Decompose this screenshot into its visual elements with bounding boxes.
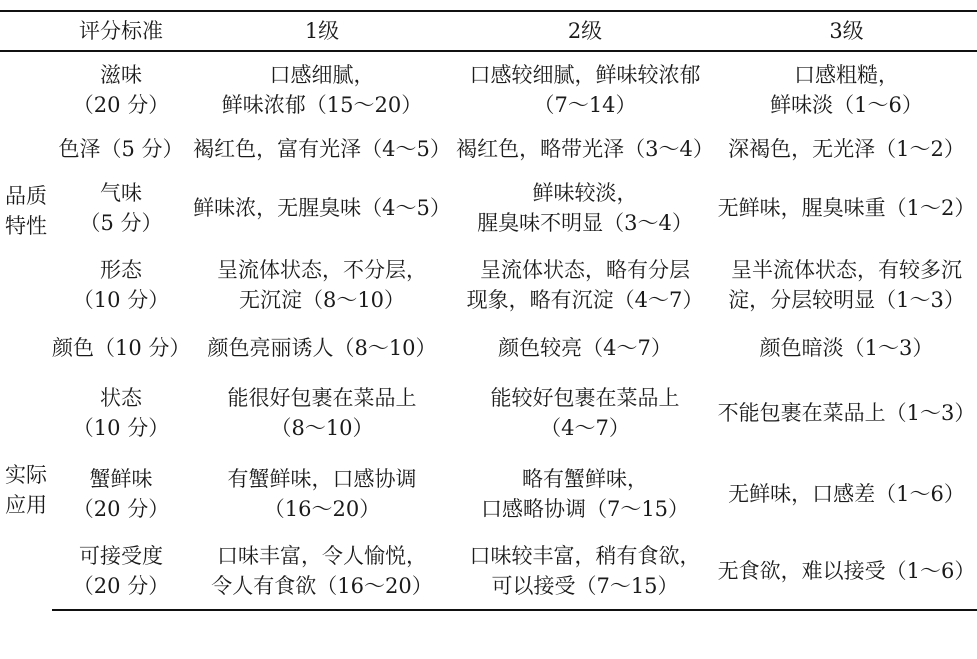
grade-1-cell	[190, 370, 454, 455]
grade-2-cell	[454, 170, 716, 245]
grade-2-cell	[454, 245, 716, 325]
criterion-cell	[52, 532, 190, 610]
grade-3-cell	[716, 455, 977, 532]
table-row	[0, 170, 977, 245]
grade-line: （4～7）	[540, 415, 630, 440]
grade-line: 颜色较亮（4～7）	[498, 335, 672, 360]
grade-line: 鲜味浓郁（15～20）	[221, 93, 423, 117]
grade-line: 鲜味较淡，	[532, 180, 638, 205]
grade-line: 无沉淀（8～10）	[238, 288, 406, 312]
criterion-line: 蟹鲜味	[89, 466, 153, 491]
group-label-line: 实际	[5, 463, 47, 487]
table-row	[0, 325, 977, 370]
grade-2-cell	[454, 51, 716, 128]
grade-line: 腥臭味不明显（3～4）	[477, 210, 693, 235]
header-criteria: 评分标准	[52, 11, 190, 51]
grade-line: 不能包裹在菜品上（1～3）	[717, 400, 976, 425]
grade-1-cell	[190, 51, 454, 128]
grade-line: 无鲜味，腥臭味重（1～2）	[717, 195, 976, 220]
grade-line: 呈流体状态，不分层，	[217, 258, 427, 282]
criterion-line: 状态	[100, 385, 142, 410]
header-grade-3: 3级	[716, 11, 977, 51]
grade-3-cell	[716, 532, 977, 610]
criterion-line: 可接受度	[79, 543, 163, 568]
header-empty-cell	[0, 11, 52, 51]
grade-line: 口感细腻，	[269, 63, 375, 87]
grade-line: 口味丰富，令人愉悦，	[217, 543, 427, 568]
group-label-line: 品质	[5, 184, 47, 208]
grade-2-cell	[454, 455, 716, 532]
grade-line: 鲜味浓，无腥臭味（4～5）	[193, 195, 451, 220]
criterion-line: 气味	[100, 180, 142, 205]
criterion-cell	[52, 325, 190, 370]
criterion-line: （10 分）	[72, 415, 170, 440]
grade-line: 无鲜味，口感差（1～6）	[728, 481, 965, 506]
grade-2-cell	[454, 325, 716, 370]
group-label-application	[0, 370, 52, 610]
grade-line: 淀，分层较明显（1～3）	[728, 288, 965, 312]
grade-line: （16～20）	[263, 496, 381, 521]
grade-line: 口感粗糙，	[794, 63, 899, 87]
grade-2-cell	[454, 128, 716, 170]
grade-line: 褐红色，富有光泽（4～5）	[193, 137, 451, 161]
grade-3-cell	[716, 128, 977, 170]
criterion-cell	[52, 170, 190, 245]
header-grade-1: 1级	[190, 11, 454, 51]
grade-3-cell	[716, 370, 977, 455]
grade-line: 口感较细腻，鲜味较浓郁	[469, 63, 701, 87]
grade-line: （7～14）	[533, 93, 637, 117]
table-row	[0, 128, 977, 170]
table-row	[0, 532, 977, 610]
grade-line: 鲜味淡（1～6）	[770, 93, 923, 117]
grade-line: 能较好包裹在菜品上	[490, 385, 680, 410]
criterion-line: （10 分）	[72, 288, 170, 312]
group-label-quality	[0, 51, 52, 370]
grade-line: 口味较丰富，稍有食欲，	[469, 543, 701, 568]
scoring-table	[0, 10, 977, 611]
header-row	[0, 11, 977, 51]
grade-line: 呈半流体状态，有较多沉	[731, 258, 962, 282]
grade-1-cell	[190, 325, 454, 370]
grade-line: 能很好包裹在菜品上	[227, 385, 417, 410]
grade-1-cell	[190, 245, 454, 325]
grade-line: 无食欲，难以接受（1～6）	[717, 558, 976, 583]
table-row	[0, 51, 977, 128]
group-label-line: 特性	[5, 214, 47, 238]
grade-1-cell	[190, 455, 454, 532]
criterion-cell	[52, 370, 190, 455]
grade-1-cell	[190, 128, 454, 170]
grade-line: 可以接受（7～15）	[491, 573, 679, 598]
grade-line: 颜色亮丽诱人（8～10）	[207, 335, 437, 360]
grade-line: 口感略协调（7～15）	[480, 496, 690, 521]
grade-3-cell	[716, 170, 977, 245]
criterion-line: 滋味	[100, 63, 142, 87]
criterion-line: （20 分）	[72, 496, 170, 521]
grade-line: 褐红色，略带光泽（3～4）	[456, 137, 714, 161]
criterion-line: （20 分）	[72, 93, 170, 117]
header-grade-2: 2级	[454, 11, 716, 51]
criterion-cell	[52, 245, 190, 325]
criterion-line: 色泽（5 分）	[58, 137, 184, 161]
grade-2-cell	[454, 532, 716, 610]
grade-1-cell	[190, 170, 454, 245]
grade-line: 呈流体状态，略有分层	[480, 258, 690, 282]
grade-line: 有蟹鲜味，口感协调	[227, 466, 417, 491]
criterion-line: 形态	[100, 258, 142, 282]
criterion-line: 颜色（10 分）	[52, 335, 191, 360]
grade-3-cell	[716, 325, 977, 370]
grade-line: 令人有食欲（16～20）	[211, 573, 433, 598]
group-label-line: 应用	[5, 493, 47, 517]
criterion-cell	[52, 51, 190, 128]
grade-line: 现象，略有沉淀（4～7）	[466, 288, 704, 312]
criterion-cell	[52, 128, 190, 170]
grade-2-cell	[454, 370, 716, 455]
grade-line: 深褐色，无光泽（1～2）	[728, 137, 965, 161]
grade-line: （8～10）	[270, 415, 374, 440]
grade-1-cell	[190, 532, 454, 610]
table-row	[0, 245, 977, 325]
table-row	[0, 455, 977, 532]
grade-3-cell	[716, 51, 977, 128]
criterion-cell	[52, 455, 190, 532]
criterion-line: （5 分）	[79, 210, 163, 235]
criterion-line: （20 分）	[72, 573, 170, 598]
grade-3-cell	[716, 245, 977, 325]
grade-line: 略有蟹鲜味，	[522, 466, 648, 491]
table-row	[0, 370, 977, 455]
grade-line: 颜色暗淡（1～3）	[759, 335, 934, 360]
